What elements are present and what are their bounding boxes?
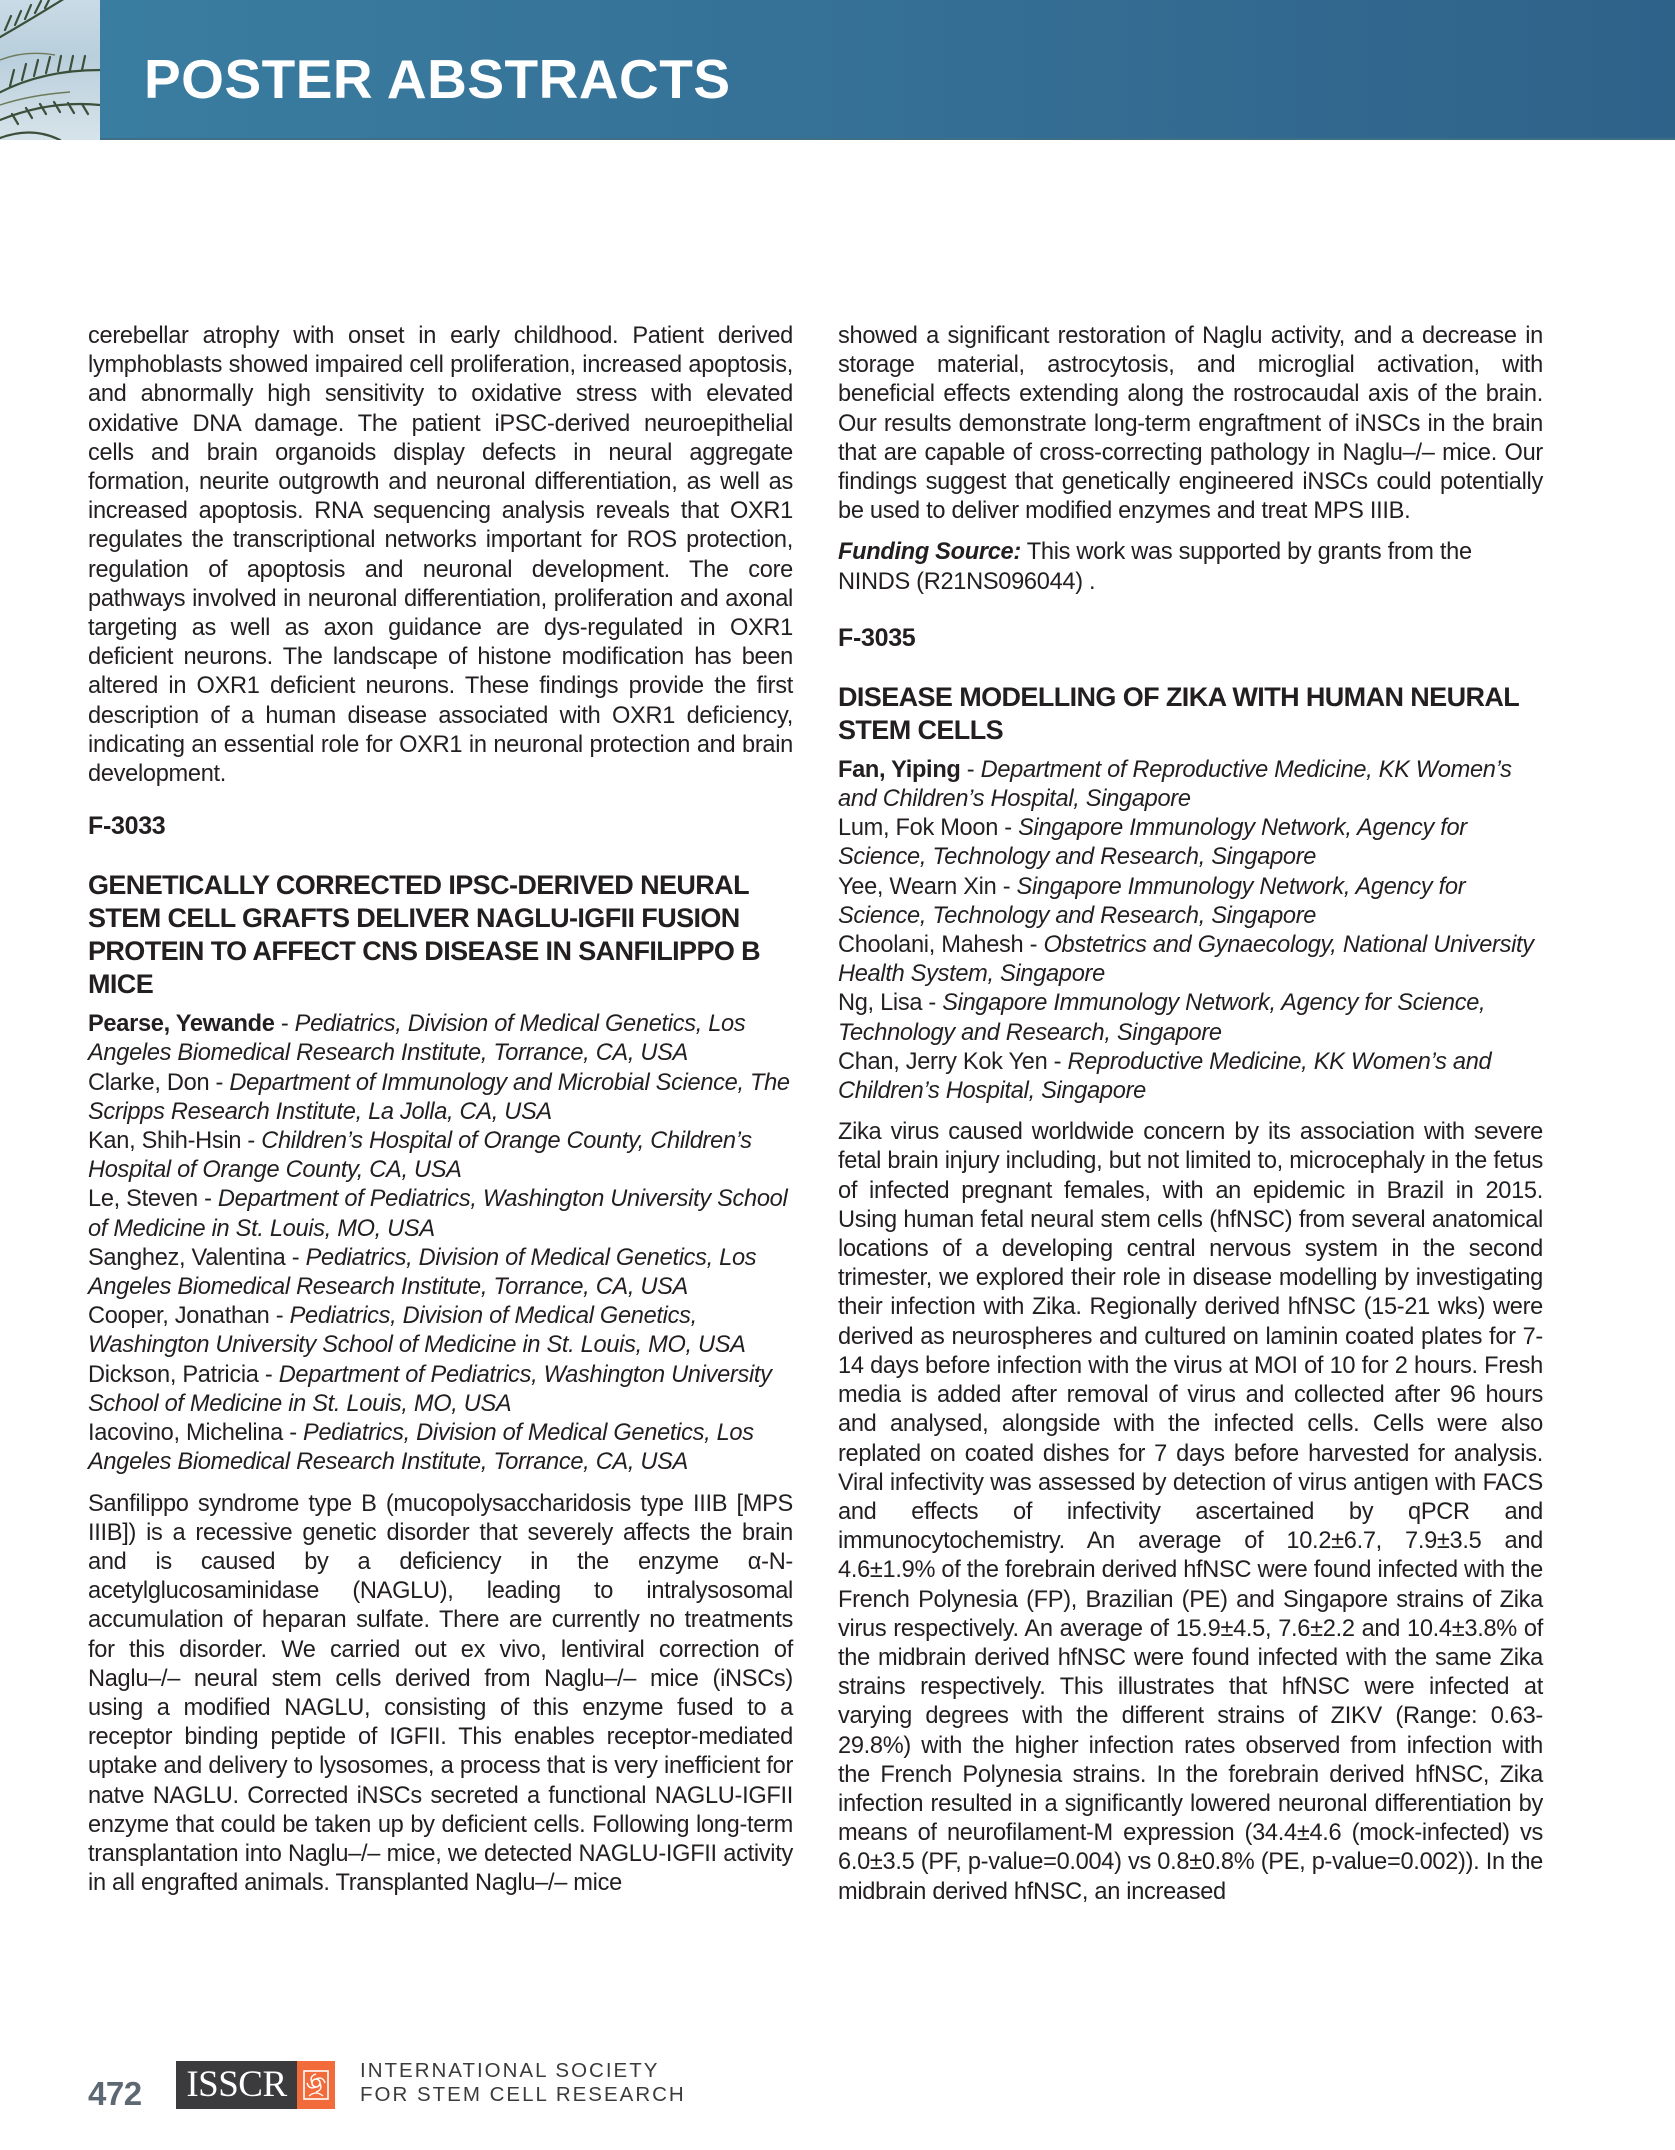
author-entry: Dickson, Patricia - Department of Pediatrics, Washington University School of Medicine in St. Louis, MO, USA xyxy=(88,1361,772,1417)
author-entry: Fan, Yiping - Department of Reproductive Medicine, KK Women’s and Children’s Hospital, Singapore xyxy=(838,756,1512,813)
author-affiliation: Pediatrics, Division of Medical Genetics, Washington University School of Medicine in St. Louis, MO, USA xyxy=(88,1303,746,1359)
continued-abstract-text: cerebellar atrophy with onset in early childhood. Patient derived lymphoblasts showed impaired cell proliferation, increased apoptosis, and abnormally high sensitivity to oxidative stress with elevated oxidative DNA damage. The patient iPSC-derived neuroepithelial cells and brain organoids display defects in neural aggregate formation, neurite outgrowth and neuronal differentiation, as well as increased apoptosis. RNA sequencing analysis reveals that OXR1 regulates the transcriptional networks important for ROS protection, regulation of apoptosis and neuronal development. The core pathways involved in neuronal differentiation, proliferation and axonal targeting as well as axon guidance are dys-regulated in OXR1 deficient neurons. The landscape of histone modification has been altered in OXR1 deficient neurons. These findings provide the first description of a human disease associated with OXR1 deficiency, indicating an essential role for OXR1 in neuronal protection and brain development. xyxy=(88,323,793,788)
author-name: Dickson, Patricia xyxy=(88,1361,259,1388)
author-entry: Ng, Lisa - Singapore Immunology Network, Agency for Science, Technology and Research, Singapore xyxy=(838,990,1486,1046)
continued-abstract-text: showed a significant restoration of Naglu activity, and a decrease in storage material, astrocytosis, and microglial activation, with beneficial effects extending along the rostrocaudal axis of the brain. Our results demonstrate long-term engraftment of iNSCs in the brain that are capable of cross-correcting pathology in Naglu–/– mice. Our findings suggest that genetically engineered iNSCs could potentially be used to deliver modified enzymes and treat MPS IIIB. xyxy=(838,323,1543,525)
author-affiliation: Singapore Immunology Network, Agency for Science, Technology and Research, Singapore xyxy=(838,873,1466,929)
author-affiliation: Department of Pediatrics, Washington University School of Medicine in St. Louis, MO, USA xyxy=(88,1186,788,1242)
palm-tree-photo xyxy=(0,0,100,140)
society-name-line1: INTERNATIONAL SOCIETY xyxy=(360,2059,660,2082)
funding-text: This work was supported by grants from the NINDS (R21NS096044) . xyxy=(838,539,1472,595)
author-entry: Kan, Shih-Hsin - Children’s Hospital of Orange County, Children’s Hospital of Orange County, CA, USA xyxy=(88,1128,752,1184)
author-name: Lum, Fok Moon xyxy=(838,815,999,842)
author-entry: Pearse, Yewande - Pediatrics, Division of Medical Genetics, Los Angeles Biomedical Research Institute, Torrance, CA, USA xyxy=(88,1011,746,1067)
author-affiliation: Children’s Hospital of Orange County, Children’s Hospital of Orange County, CA, USA xyxy=(88,1128,752,1184)
author-entry: Cooper, Jonathan - Pediatrics, Division of Medical Genetics, Washington University School of Medicine in St. Louis, MO, USA xyxy=(88,1303,746,1359)
abstract-title: GENETICALLY CORRECTED IPSC-DERIVED NEURAL STEM CELL GRAFTS DELIVER NAGLU-IGFII FUSION PROTEIN TO AFFECT CNS DISEASE IN SANFILIPPO B MICE xyxy=(88,870,761,1000)
author-entry: Iacovino, Michelina - Pediatrics, Division of Medical Genetics, Los Angeles Biomedical Research Institute, Torrance, CA, USA xyxy=(88,1420,754,1476)
author-affiliation: Department of Immunology and Microbial Science, The Scripps Research Institute, La Jolla, CA, USA xyxy=(88,1069,790,1125)
right-column xyxy=(838,322,1543,1907)
author-affiliation: Reproductive Medicine, KK Women’s and Children’s Hospital, Singapore xyxy=(838,1048,1492,1105)
page-header-banner xyxy=(0,0,1675,140)
author-affiliation: Obstetrics and Gynaecology, National University Health System, Singapore xyxy=(838,932,1534,988)
author-name: Cooper, Jonathan xyxy=(88,1303,270,1330)
author-affiliation: Department of Reproductive Medicine, KK Women’s and Children’s Hospital, Singapore xyxy=(838,756,1512,813)
logo-wordmark: ISSCR xyxy=(176,2061,297,2109)
author-list xyxy=(88,1010,793,1477)
author-affiliation: Pediatrics, Division of Medical Genetics, Los Angeles Biomedical Research Institute, Torrance, CA, USA xyxy=(88,1244,757,1301)
cell-spiral-icon xyxy=(297,2061,335,2109)
author-entry: Yee, Wearn Xin - Singapore Immunology Network, Agency for Science, Technology and Research, Singapore xyxy=(838,873,1466,929)
author-name: Fan, Yiping xyxy=(838,756,961,783)
author-name: Le, Steven xyxy=(88,1186,198,1213)
author-list xyxy=(838,756,1543,1106)
author-affiliation: Pediatrics, Division of Medical Genetics, Los Angeles Biomedical Research Institute, Torrance, CA, USA xyxy=(88,1011,746,1067)
abstract-body: Zika virus caused worldwide concern by its association with severe fetal brain injury including, but not limited to, microcephaly in the fetus of infected pregnant females, with an epidemic in Brazil in 2015. Using human fetal neural stem cells (hfNSC) from several anatomical locations of a developing central nervous system in the second trimester, we explored their role in disease modelling by investigating their infection with Zika. Regionally derived hfNSC (15-21 wks) were derived as neurospheres and cultured on laminin coated plates for 7-14 days before infection with the virus at MOI of 10 for 2 hours. Fresh media is added after removal of virus and collected after 96 hours and analysed, alongside with the infected cells. Cells were also replated on coated dishes for 7 days before harvested for analysis. Viral infectivity was assessed by detection of virus antigen with FACS and effects of infectivity ascertained by qPCR and immunocytochemistry. An average of 10.2±6.7, 7.9±3.5 and 4.6±1.9% of the forebrain derived hfNSC were found infected with the French Polynesia (FP), Brazilian (PE) and Singapore strains of Zika virus respectively. An average of 15.9±4.5, 7.6±2.2 and 10.4±3.8% of the midbrain derived hfNSC were found infected with the same Zika strains respectively. This illustrates that hfNSC were infected at varying degrees with the different strains of ZIKV (Range: 0.63-29.8%) with the higher infection rates observed from infection with the French Polynesia strains. In the forebrain derived hfNSC, Zika infection resulted in a significantly lowered neuronal differentiation by means of neurofilament-M expression (34.4±4.6 (mock-infected) vs 6.0±3.5 (PF, p-value=0.004) vs 0.8±0.8% (PE, p-value=0.002)). In the midbrain derived hfNSC, an increased xyxy=(838,1119,1543,1905)
author-entry: Choolani, Mahesh - Obstetrics and Gynaecology, National University Health System, Singapore xyxy=(838,932,1534,988)
author-entry: Lum, Fok Moon - Singapore Immunology Network, Agency for Science, Technology and Research, Singapore xyxy=(838,815,1467,871)
author-name: Yee, Wearn Xin xyxy=(838,873,997,900)
author-affiliation: Pediatrics, Division of Medical Genetics, Los Angeles Biomedical Research Institute, Torrance, CA, USA xyxy=(88,1420,754,1476)
author-name: Sanghez, Valentina xyxy=(88,1244,286,1271)
author-name: Kan, Shih-Hsin xyxy=(88,1128,242,1155)
funding-label: Funding Source: xyxy=(838,539,1021,566)
society-name xyxy=(360,2059,686,2107)
author-name: Chan, Jerry Kok Yen xyxy=(838,1048,1048,1075)
page-number: 472 xyxy=(88,2075,142,2112)
author-entry: Clarke, Don - Department of Immunology and Microbial Science, The Scripps Research Institute, La Jolla, CA, USA xyxy=(88,1069,790,1125)
section-title: POSTER ABSTRACTS xyxy=(144,48,731,110)
isscr-logo xyxy=(176,2061,335,2109)
author-entry: Sanghez, Valentina - Pediatrics, Division of Medical Genetics, Los Angeles Biomedical Research Institute, Torrance, CA, USA xyxy=(88,1244,757,1301)
funding-source xyxy=(838,538,1543,596)
left-column xyxy=(88,322,793,1898)
abstract-id: F-3035 xyxy=(838,623,916,652)
author-name: Pearse, Yewande xyxy=(88,1011,275,1038)
author-name: Choolani, Mahesh xyxy=(838,932,1024,959)
author-entry: Le, Steven - Department of Pediatrics, Washington University School of Medicine in St. Louis, MO, USA xyxy=(88,1186,788,1242)
author-name: Iacovino, Michelina xyxy=(88,1420,283,1447)
author-name: Clarke, Don xyxy=(88,1069,210,1096)
abstract-id: F-3033 xyxy=(88,812,166,841)
author-affiliation: Department of Pediatrics, Washington University School of Medicine in St. Louis, MO, USA xyxy=(88,1361,772,1417)
author-affiliation: Singapore Immunology Network, Agency for Science, Technology and Research, Singapore xyxy=(838,990,1486,1046)
author-name: Ng, Lisa xyxy=(838,990,923,1017)
author-entry: Chan, Jerry Kok Yen - Reproductive Medicine, KK Women’s and Children’s Hospital, Singapore xyxy=(838,1048,1492,1105)
author-affiliation: Singapore Immunology Network, Agency for Science, Technology and Research, Singapore xyxy=(838,815,1467,871)
header-divider xyxy=(100,138,1675,140)
society-name-line2: FOR STEM CELL RESEARCH xyxy=(360,2083,686,2106)
abstract-title: DISEASE MODELLING OF ZIKA WITH HUMAN NEURAL STEM CELLS xyxy=(838,681,1519,745)
abstract-body: Sanfilippo syndrome type B (mucopolysaccharidosis type IIIB [MPS IIIB]) is a recessive genetic disorder that severely affects the brain and is caused by a deficiency in the enzyme α-N-acetylglucosaminidase (NAGLU), leading to intralysosomal accumulation of heparan sulfate. There are currently no treatments for this disorder. We carried out ex vivo, lentiviral correction of Naglu–/– neural stem cells derived from Naglu–/– mice (iNSCs) using a modified NAGLU, consisting of this enzyme fused to a receptor binding peptide of IGFII. This enables receptor-mediated uptake and delivery to lysosomes, a process that is very inefficient for natve NAGLU. Corrected iNSCs secreted a functional NAGLU-IGFII enzyme that could be taken up by deficient cells. Following long-term transplantation into Naglu–/– mice, we detected NAGLU-IGFII activity in all engrafted animals. Transplanted Naglu–/– mice xyxy=(88,1490,793,1897)
